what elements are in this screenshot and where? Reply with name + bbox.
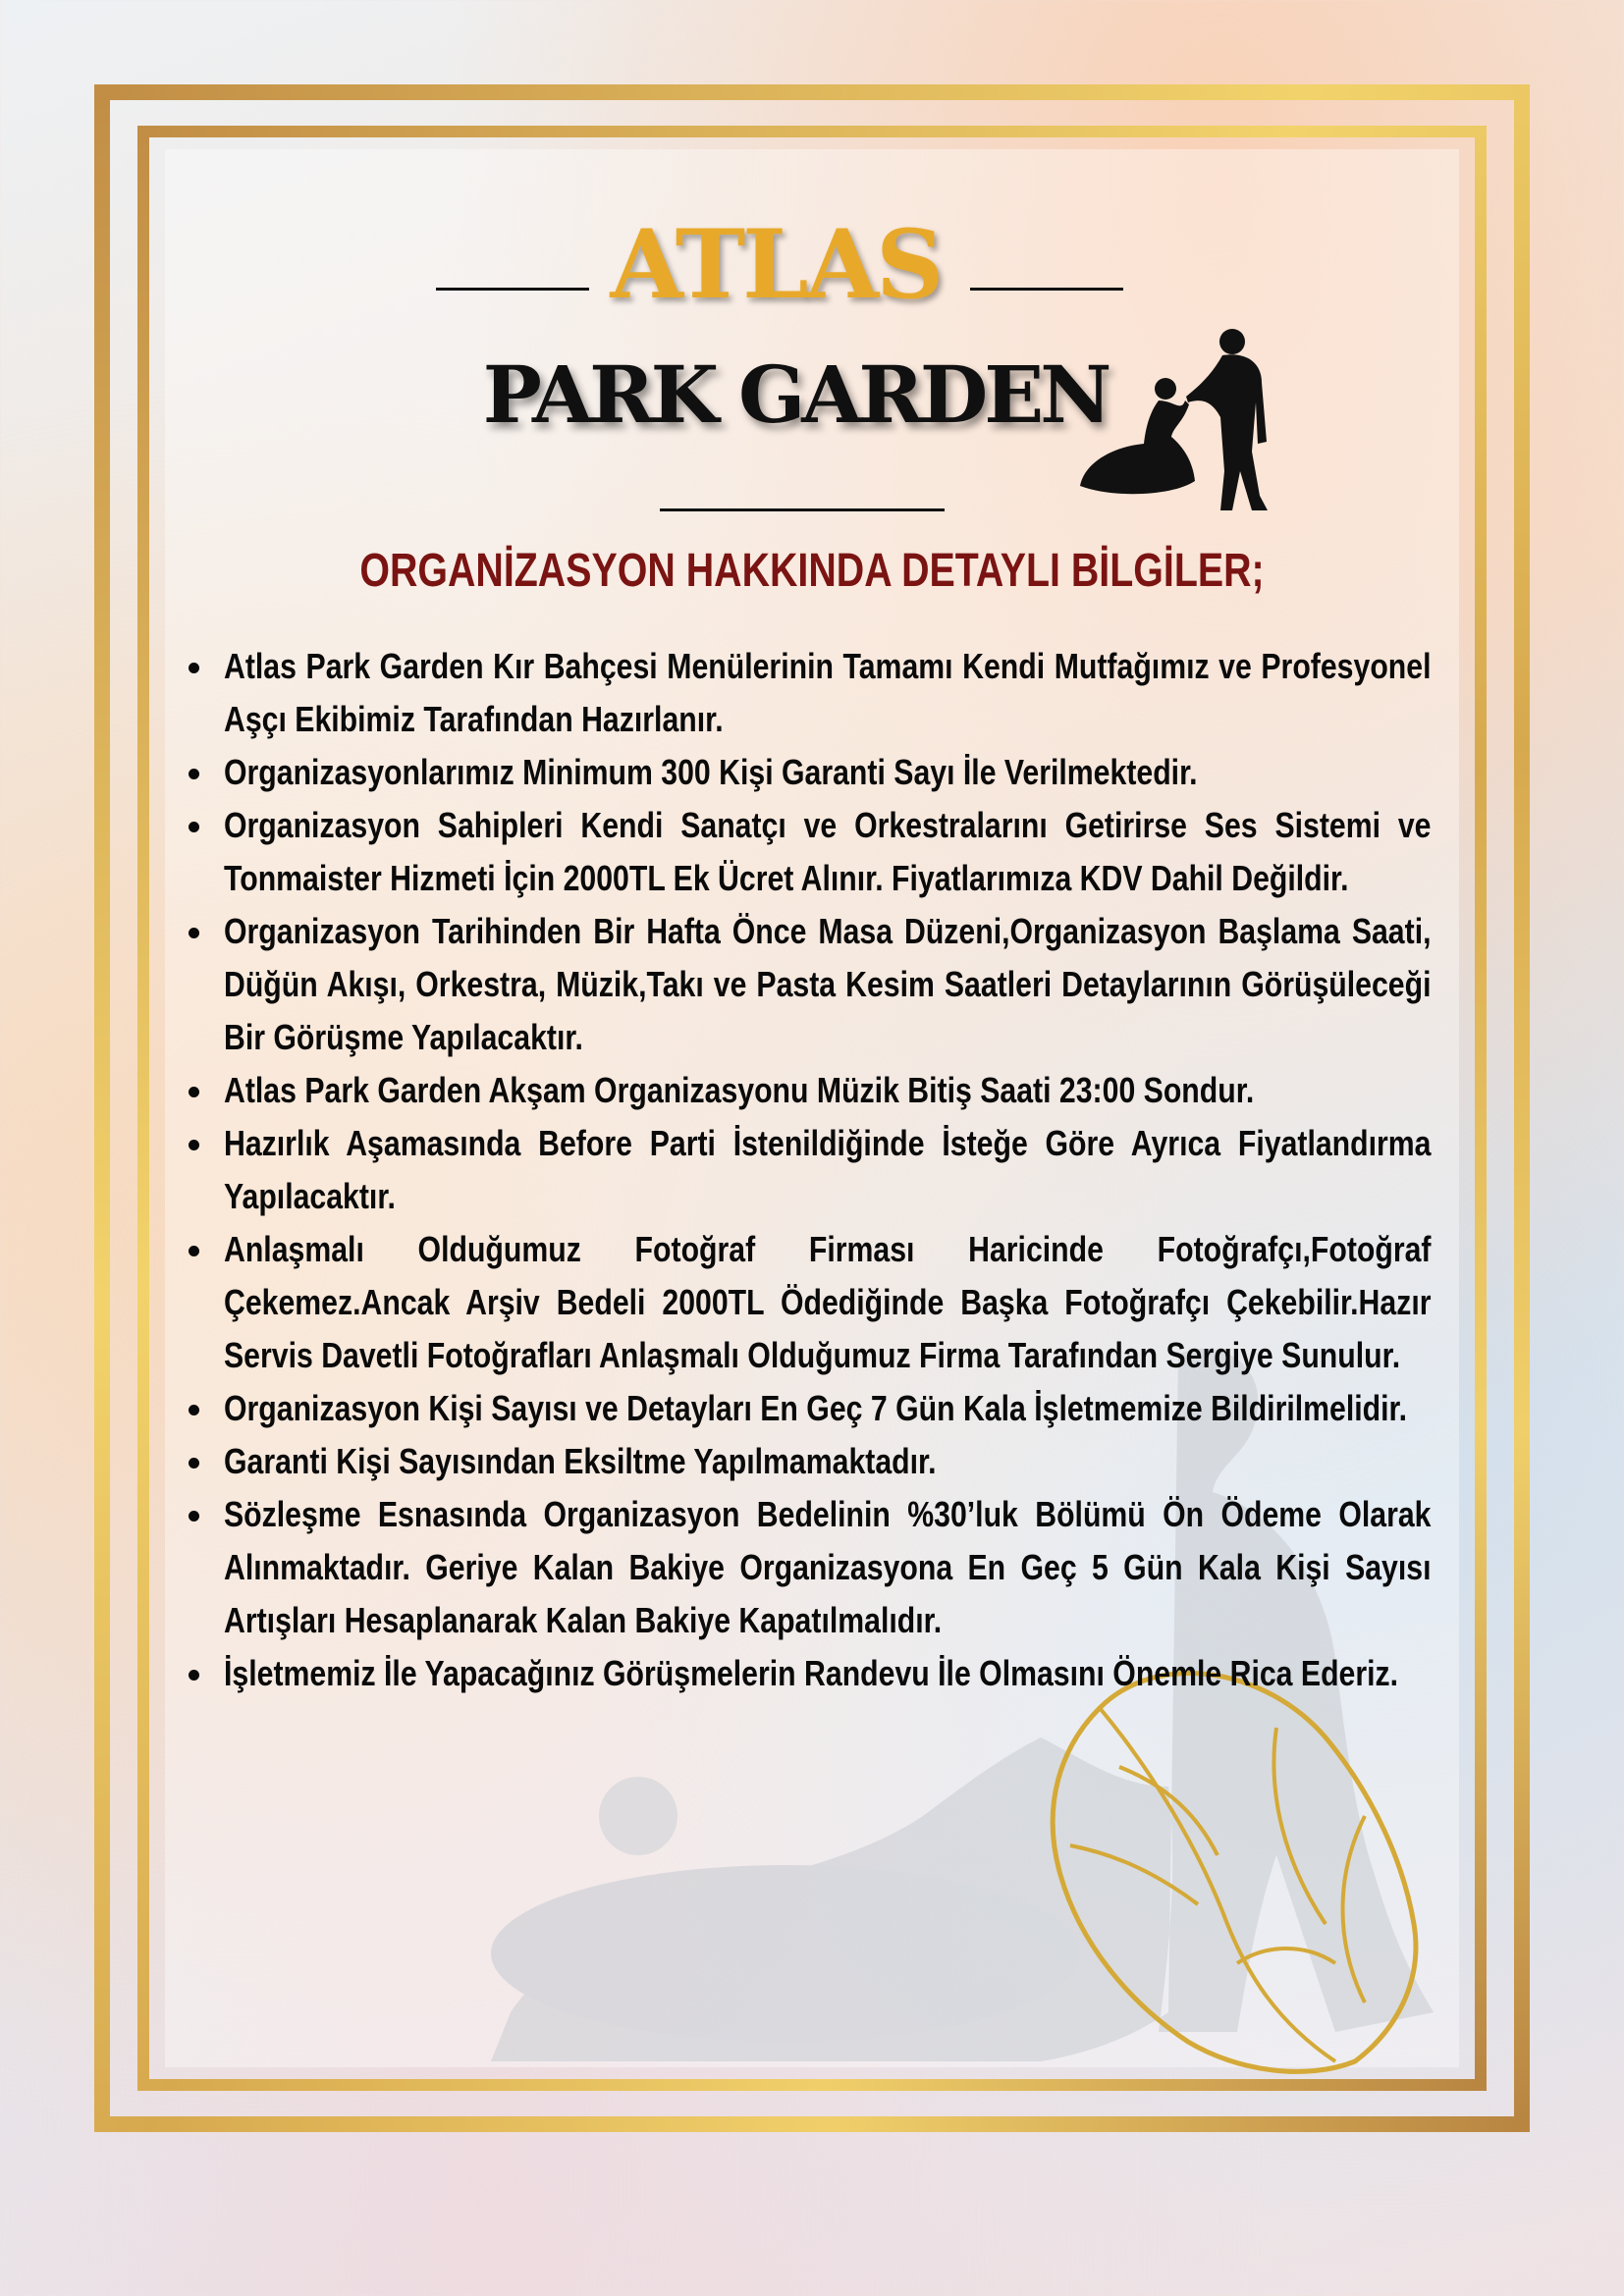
- list-item: [224, 640, 1432, 746]
- list-item-text: Sözleşme Esnasında Organizasyon Bedelinin %30’luk Bölümü Ön Ödeme Olarak Alınmaktadır. Geriye Kalan Bakiye Organizasyona En Geç 5 Gün Kala Kişi Sayısı Artışları Hesaplanarak Kalan Bakiye Kapatılmalıdır.: [224, 1494, 1432, 1640]
- info-list: [177, 640, 1432, 1700]
- list-item: [224, 1435, 1432, 1488]
- list-item-text: Organizasyon Sahipleri Kendi Sanatçı ve Orkestralarını Getirirse Ses Sistemi ve Tonmaister Hizmeti İçin 2000TL Ek Ücret Alınır. Fiyatlarımıza KDV Dahil Değildir.: [224, 805, 1432, 898]
- list-item-text: Organizasyon Kişi Sayısı ve Detayları En Geç 7 Gün Kala İşletmemize Bildirilmelidir.: [224, 1388, 1408, 1428]
- logo-atlas: ATLAS: [610, 209, 942, 320]
- list-item: [224, 1117, 1432, 1223]
- list-item: [224, 799, 1432, 905]
- header-rule-right: [970, 288, 1123, 291]
- list-item: [224, 746, 1432, 799]
- list-item-text: Organizasyonlarımız Minimum 300 Kişi Garanti Sayı İle Verilmektedir.: [224, 752, 1198, 792]
- header-rule-left: [436, 288, 589, 291]
- list-item: [224, 1064, 1432, 1117]
- list-item-text: İşletmemiz İle Yapacağınız Görüşmelerin Randevu İle Olmasını Önemle Rica Ederiz.: [224, 1653, 1399, 1693]
- logo-park-garden: PARK GARDEN: [482, 348, 1109, 441]
- section-heading: ORGANİZASYON HAKKINDA DETAYLI BİLGİLER;: [359, 545, 1265, 597]
- list-item-text: Organizasyon Tarihinden Bir Hafta Önce Masa Düzeni,Organizasyon Başlama Saati, Düğün Akışı, Orkestra, Müzik,Takı ve Pasta Kesim Saatleri Detaylarının Görüşüleceği Bir Görüşme Yapılacaktır.: [224, 911, 1432, 1057]
- list-item-text: Atlas Park Garden Akşam Organizasyonu Müzik Bitiş Saati 23:00 Sondur.: [224, 1070, 1255, 1110]
- list-item-text: Hazırlık Aşamasında Before Parti İstenildiğinde İsteğe Göre Ayrıca Fiyatlandırma Yapılacaktır.: [224, 1123, 1432, 1216]
- list-item: [224, 905, 1432, 1064]
- list-item: [224, 1647, 1432, 1700]
- list-item: [224, 1223, 1432, 1382]
- list-item-text: Garanti Kişi Sayısından Eksiltme Yapılmamaktadır.: [224, 1441, 937, 1481]
- gold-leaf-ornament: [1041, 1649, 1434, 2081]
- list-item: [224, 1488, 1432, 1647]
- list-item-text: Atlas Park Garden Kır Bahçesi Menülerinin Tamamı Kendi Mutfağımız ve Profesyonel Aşçı Ekibimiz Tarafından Hazırlanır.: [224, 646, 1432, 739]
- dancing-couple-silhouette: [1075, 324, 1316, 520]
- list-item-text: Anlaşmalı Olduğumuz Fotoğraf Firması Haricinde Fotoğrafçı,Fotoğraf Çekemez.Ancak Arşiv Bedeli 2000TL Ödediğinde Başka Fotoğrafçı Çekebilir.Hazır Servis Davetli Fotoğrafları Anlaşmalı Olduğumuz Firma Tarafından Sergiye Sunulur.: [224, 1229, 1432, 1375]
- header-rule-bottom: [660, 508, 945, 511]
- list-item: [224, 1382, 1432, 1435]
